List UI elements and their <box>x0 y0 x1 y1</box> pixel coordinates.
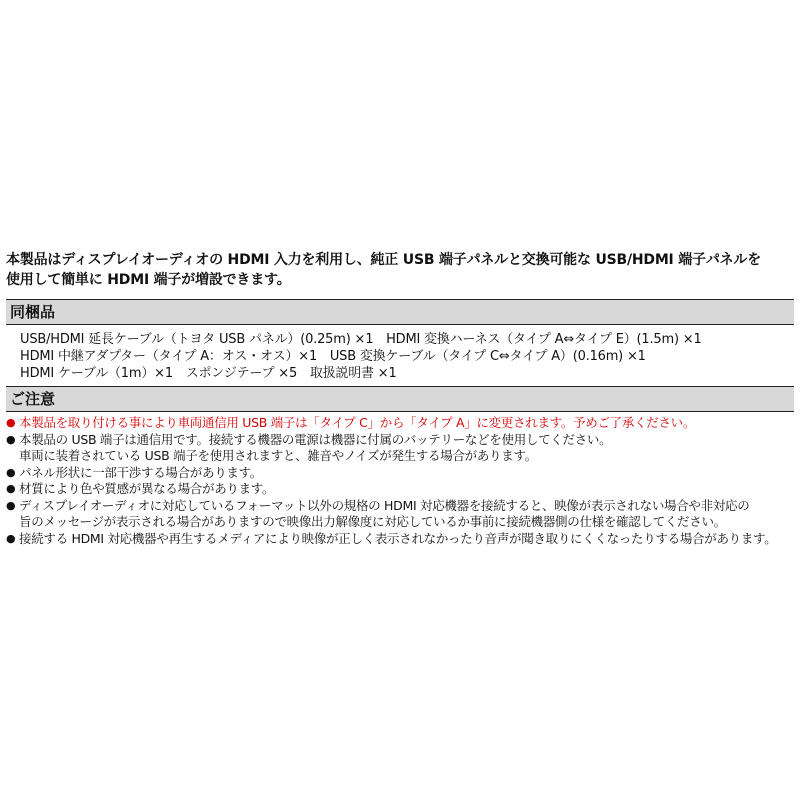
contents-line: USB/HDMI 延長ケーブル（トヨタ USB パネル）(0.25m) ×1 HDMI 変換ハーネス（タイプ A⇔タイプ E）(1.5m) ×1 <box>20 332 702 347</box>
contents-line: HDMI 中継アダプター（タイプ A：オス・オス）×1 USB 変換ケーブル（タイプ C⇔タイプ A）(0.16m) ×1 <box>20 349 646 364</box>
bullet-icon: ● <box>6 531 16 545</box>
contents-line: HDMI ケーブル（1m）×1 スポンジテープ ×5 取扱説明書 ×1 <box>20 366 397 381</box>
note-item <box>6 432 794 465</box>
note-item <box>6 481 794 498</box>
contents-list <box>6 325 794 386</box>
intro-line-1: 本製品はディスプレイオーディオの HDMI 入力を利用し、純正 USB 端子パネルと交換可能な USB/HDMI 端子パネルを <box>6 252 762 268</box>
bullet-icon: ● <box>6 465 16 479</box>
bullet-icon: ● <box>6 482 16 495</box>
product-description-panel <box>6 250 794 547</box>
note-line: 車両に装着されている USB 端子を使用されますと、雑音やノイズが発生する場合があります。 <box>19 448 537 463</box>
intro-line-2: 使用して簡単に HDMI 端子が増設できます。 <box>6 272 291 288</box>
bullet-icon: ● <box>6 498 16 512</box>
note-line: パネル形状に一部干渉する場合があります。 <box>19 464 263 480</box>
notes-list <box>6 412 794 547</box>
note-line: 旨のメッセージが表示される場合がありますので映像出力解像度に対応しているか事前に接続機器側の仕様を確認してください。 <box>19 514 726 529</box>
bullet-icon: ● <box>6 432 16 446</box>
note-line: ディスプレイオーディオに対応しているフォーマット以外の規格の HDMI 対応機器を接続すると、映像が表示されない場合や非対応の <box>19 497 750 513</box>
note-item-warning <box>6 415 794 432</box>
note-line: 接続する HDMI 対応機器や再生するメディアにより映像が正しく表示されなかったり音声が聞き取りにくくなったりする場合があります。 <box>19 530 777 546</box>
note-item <box>6 498 794 531</box>
note-line: 本製品の USB 端子は通信用です。接続する機器の電源は機器に付属のバッテリーなどを使用してください。 <box>19 431 612 447</box>
note-line: 材質により色や質感が異なる場合があります。 <box>19 481 275 496</box>
note-line: 本製品を取り付ける事により車両通信用 USB 端子は「タイプ C」から「タイプ A」に変更されます。予めご了承ください。 <box>19 415 696 430</box>
bullet-icon: ● <box>6 416 16 429</box>
intro-text <box>6 250 794 290</box>
note-item <box>6 465 794 482</box>
notes-heading: ご注意 <box>6 386 794 412</box>
note-item <box>6 531 794 548</box>
contents-heading: 同梱品 <box>6 299 794 325</box>
